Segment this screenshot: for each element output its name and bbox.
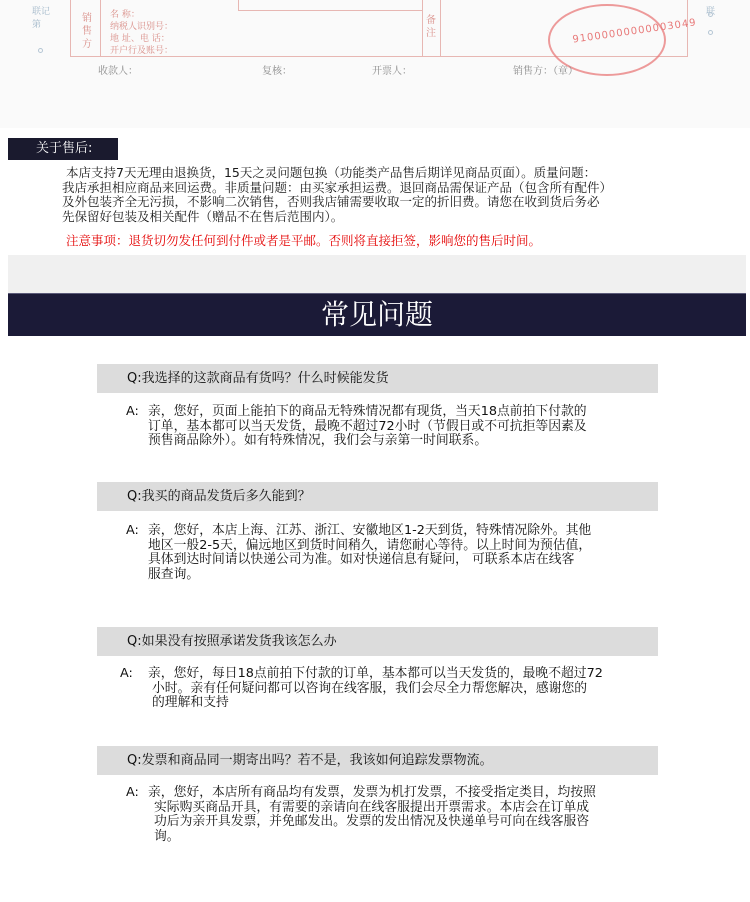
answer-line: 亲，您好，本店上海、江苏、浙江、安徽地区1-2天到货，特殊情况除外。其他 [148,523,592,538]
faq-answer [126,405,666,449]
faq-question: Q:发票和商品同一期寄出吗？若不是，我该如何追踪发票物流。 [97,746,658,775]
aftersale-line: 及外包装齐全无污损，不影响二次销售，否则我店铺需要收取一定的折旧费。请您在收到货后务必 [62,194,600,210]
invoice-field: 名 称： [110,10,140,20]
invoice-left-label: 联记第 [32,7,51,30]
answer-line: 订单，基本都可以当天发货，最晚不超过72小时（节假日或不可抗拒等因素及 [148,418,587,434]
faq-answer [126,786,666,844]
answer-label: A: [120,666,133,681]
answer-line: 地区一般2-5天，偏远地区到货时间稍久，请您耐心等待。以上时间为预估值， [148,537,592,553]
invoice-image [0,0,750,128]
punch-hole-icon [708,30,713,35]
invoice-reviewer: 复核： [262,66,292,77]
invoice-field: 地 址、电 话： [110,34,170,44]
answer-line: 亲，您好，页面上能拍下的商品无特殊情况都有现货，当天18点前拍下付款的 [148,404,587,419]
aftersale-policy [62,165,716,224]
invoice-remark-label: 备注 [426,15,436,39]
punch-hole-icon [38,48,43,53]
stamp-code: 91000000000003049 [571,17,698,46]
answer-label: A: [126,523,139,538]
answer-line: 预售商品除外）。如有特殊情况，我们会与亲第一时间联系。 [148,433,488,449]
aftersale-warning: 注意事项：退货切勿发任何到付件或者是平邮。否则将直接拒签，影响您的售后时间。 [66,233,542,248]
faq-question: Q:如果没有按照承诺发货我该怎么办 [97,627,658,656]
aftersale-line: 我店承担相应商品来回运费。非质量问题：由买家承担运费。退回商品需保证产品（包含所有配件） [62,179,613,195]
punch-hole-icon [708,12,713,17]
answer-label: A: [126,785,139,800]
invoice-issuer: 开票人： [372,66,412,77]
answer-line: 的理解和支持 [152,695,229,711]
invoice-seller: 销售方：（章） [513,66,578,77]
answer-line: 服查询。 [148,566,200,582]
invoice-vertical-label: 销售方 [82,13,92,50]
answer-line: 亲，您好，每日18点前拍下付款的订单，基本都可以当天发货的，最晚不超过72 [148,666,603,681]
answer-line: 亲，您好，本店所有商品均有发票，发票为机打发票，不接受指定类目，均按照 [148,785,596,800]
aftersale-tag: 关于售后: [8,138,118,160]
aftersale-line: 先保留好包装及相关配件（赠品不在售后范围内）。 [62,208,344,224]
faq-header [8,293,746,336]
faq-band [8,255,746,293]
invoice-field: 开户行及账号： [110,46,174,56]
aftersale-line: 本店支持7天无理由退换货，15天之灵问题包换（功能类产品售后期详见商品页面）。质量问题： [66,165,597,180]
faq-question: Q:我买的商品发货后多久能到？ [97,482,658,511]
faq-answer [120,667,660,711]
faq-title: 常见问题 [320,298,433,331]
answer-line: 具体到达时间请以快递公司为准。如对快递信息有疑问， 可联系本店在线客 [148,552,575,568]
answer-line: 功后为亲开具发票，并免邮发出。发票的发出情况及快递单号可向在线客服咨 [154,814,590,830]
answer-line: 实际购买商品开具，有需要的亲请向在线客服提出开票需求。本店会在订单成 [154,799,590,815]
faq-question: Q:我选择的这款商品有货吗？什么时候能发货 [97,364,658,393]
answer-line: 小时。亲有任何疑问都可以咨询在线客服，我们会尽全力帮您解决，感谢您的 [152,680,588,696]
invoice-right-label: 联 [706,7,716,17]
faq-answer [126,524,666,582]
answer-label: A: [126,404,139,419]
invoice-field: 纳税人识别号： [110,22,174,32]
invoice-payee: 收款人： [98,66,138,77]
answer-line: 询。 [154,828,180,844]
